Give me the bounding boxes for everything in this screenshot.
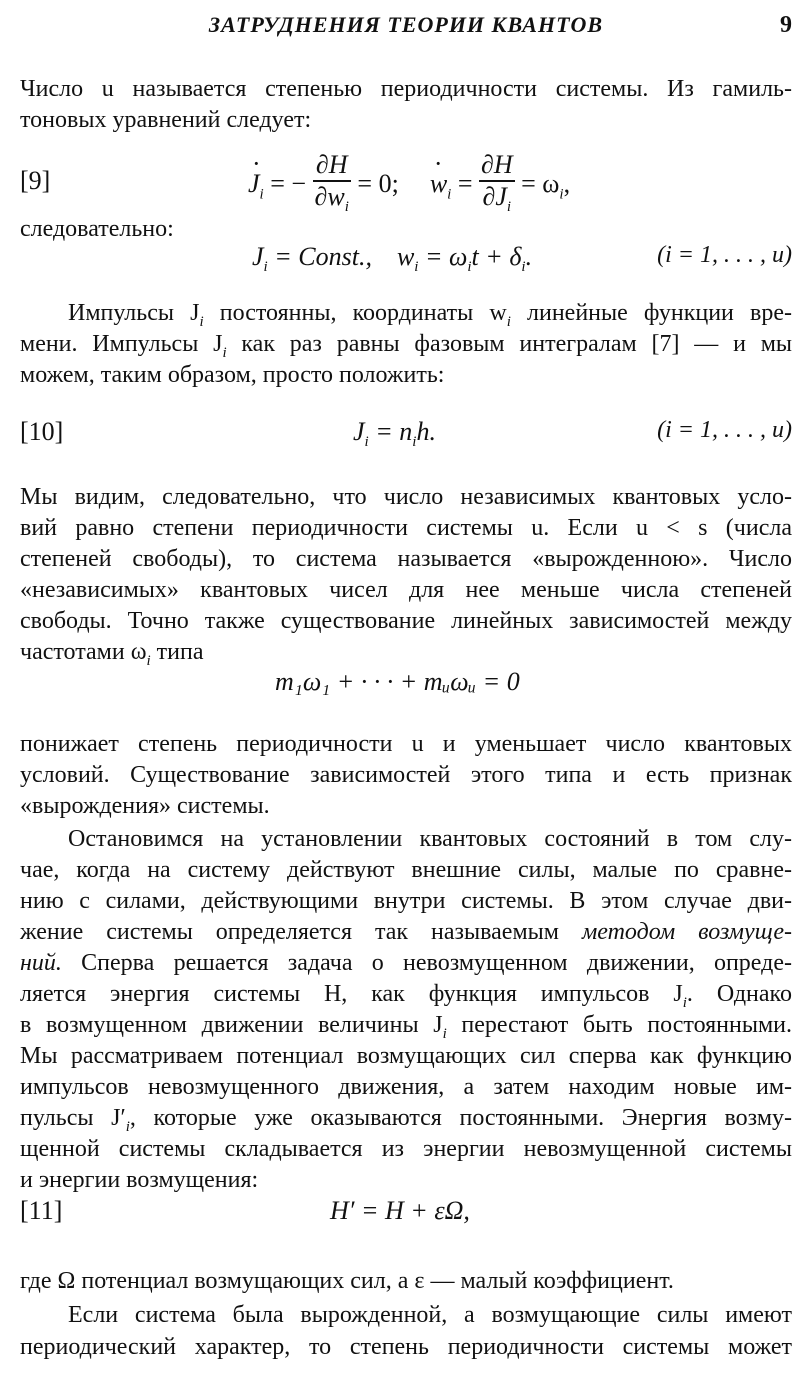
- text-line: и энергии возмущения:: [20, 1167, 259, 1193]
- equation-10: [20, 417, 792, 453]
- equation-body: $J_i$ = Const., $w_i = \omega_it + \delta_i$.: [252, 242, 533, 276]
- text-line: свободы. Точно также существование линейных зависимостей между: [20, 608, 792, 634]
- text-line: жение системы определяется так называемым методом возмуще-: [20, 919, 793, 945]
- text-line: условий. Существование зависимостей этого типа и есть признак: [20, 762, 792, 788]
- text-line: следовательно:: [20, 216, 174, 242]
- text-line: частотами $\omega_i$ типа: [20, 639, 204, 669]
- equation-body: · $J_i$ = − $\frac{\partial H}{\partial w_i}$ = 0; · $w_i$ = $\frac{\partial H}{\partial J_i}$ = $\omega_i$,: [248, 150, 570, 222]
- equation-11: [20, 1196, 792, 1232]
- equation-9: [20, 150, 792, 220]
- equation-condition: (i = 1, . . . , u): [657, 242, 792, 268]
- fraction: $\frac{\partial H}{\partial w_i}$: [314, 150, 349, 216]
- text-line: мени. Импульсы $J_i$ как раз равны фазовым интегралам [7] — и мы: [20, 331, 793, 361]
- text-line: «независимых» квантовых чисел для нее меньше числа степеней: [20, 577, 792, 603]
- equation-frequencies: [20, 667, 792, 703]
- text-line: ляется энергия системы H, как функция импульсов $J_i$. Однако: [20, 981, 792, 1011]
- text-line: Число u называется степенью периодичности системы. Из гамиль-: [20, 76, 792, 102]
- page-header: [20, 12, 792, 48]
- equation-number: [11]: [20, 1196, 63, 1225]
- text-line: импульсов невозмущенного движения, а затем находим новые им-: [20, 1074, 792, 1100]
- text-line: периодический характер, то степень периодичности системы может: [20, 1334, 792, 1360]
- text-line: степеней свободы), то система называется «вырожденною». Число: [20, 546, 792, 572]
- text-line: пульсы $J'_i$, которые уже оказываются постоянными. Энергия возму-: [20, 1105, 793, 1135]
- equation-condition: (i = 1, . . . , u): [657, 417, 792, 443]
- text-line: где Ω потенциал возмущающих сил, а ε — малый коэффициент.: [20, 1268, 674, 1294]
- text-line: щенной системы складывается из энергии невозмущенной системы: [20, 1136, 792, 1162]
- text-line: чае, когда на систему действуют внешние силы, малые по сравне-: [20, 857, 792, 883]
- text-line: нию с силами, действующими внутри системы. В этом случае дви-: [20, 888, 792, 914]
- text-line: можем, таким образом, просто положить:: [20, 362, 445, 388]
- equation-number: [9]: [20, 166, 51, 195]
- text-line: тоновых уравнений следует:: [20, 107, 312, 133]
- text-line: понижает степень периодичности u и уменьшает число квантовых: [20, 731, 792, 757]
- text-line: Если система была вырожденной, а возмущающие силы имеют: [68, 1302, 792, 1328]
- text-line: Импульсы $J_i$ постоянны, координаты $w_i$ линейные функции вре-: [68, 300, 792, 330]
- text-line: Остановимся на установлении квантовых состояний в том слу-: [68, 826, 792, 852]
- text-line: в возмущенном движении величины $J_i$ перестают быть постоянными.: [20, 1012, 792, 1042]
- equation-body: $J_i = n_ih$.: [353, 417, 436, 451]
- equation-number: [10]: [20, 417, 64, 446]
- text-line: «вырождения» системы.: [20, 793, 270, 819]
- equation-body: m₁ω₁ + · · · + mᵤωᵤ = 0: [275, 667, 520, 696]
- fraction: $\frac{\partial H}{\partial J_i}$: [481, 150, 513, 216]
- text-line: Мы рассматриваем потенциал возмущающих сил сперва как функцию: [20, 1043, 792, 1069]
- equation-body: H′ = H + εΩ,: [330, 1196, 470, 1225]
- running-title: ЗАТРУДНЕНИЯ ТЕОРИИ КВАНТОВ: [208, 12, 604, 37]
- equation-solution: [20, 242, 792, 278]
- text-line: ний. Сперва решается задача о невозмущенном движении, опреде-: [20, 950, 792, 976]
- text-line: Мы видим, следовательно, что число независимых квантовых усло-: [20, 484, 792, 510]
- page-number: 9: [780, 12, 792, 38]
- text-line: вий равно степени периодичности системы u. Если u < s (числа: [20, 515, 792, 541]
